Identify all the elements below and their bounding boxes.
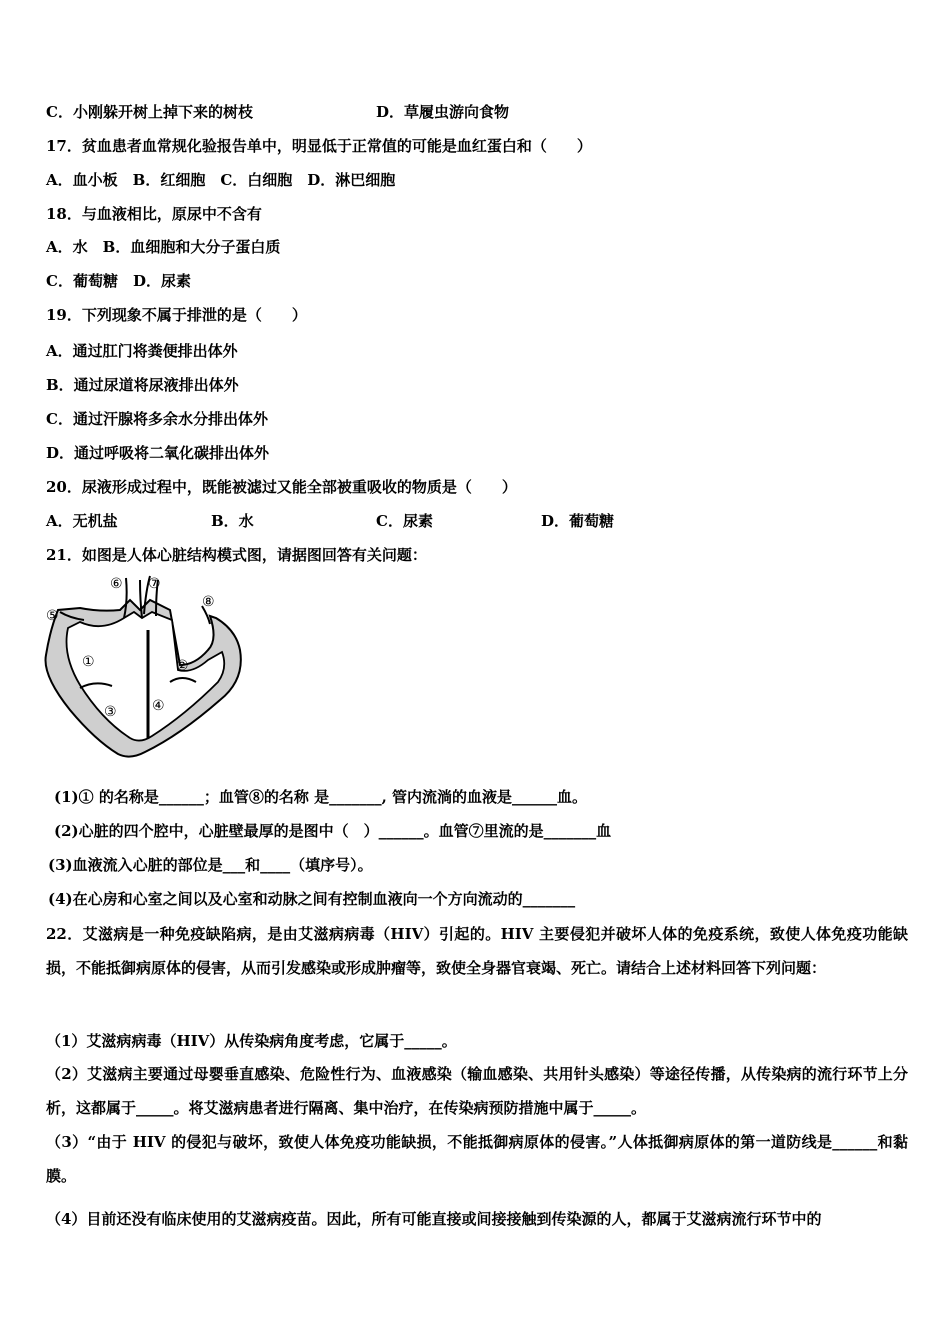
q18-stem: 18．与血液相比，原尿中不含有 <box>46 205 262 223</box>
q21-sub4: (4)在心房和心室之间以及心室和动脉之间有控制血液向一个方向流动的_______ <box>48 890 576 908</box>
q21-sub3: (3)血液流入心脏的部位是___和____（填序号）。 <box>48 856 373 874</box>
q21-sub2: (2)心脏的四个腔中，心脏壁最厚的是图中（ ）______。血管⑦里流的是_______血 <box>54 822 612 840</box>
q22-stem: 22．艾滋病是一种免疫缺陷病，是由艾滋病病毒（HIV）引起的。HIV 主要侵犯并破坏人体的免疫系统，致使人体免疫功能缺损，不能抵御病原体的侵害，从而引发感染或形成肿瘤等，致使全身器官衰竭、死亡。请结合上述材料回答下列问题： <box>46 925 908 977</box>
q19-option-d: D．通过呼吸将二氧化碳排出体外 <box>46 444 270 462</box>
label-7: ⑦ <box>148 576 161 592</box>
q17-options: A．血小板 B．红细胞 C．白细胞 D．淋巴细胞 <box>46 171 396 189</box>
label-3: ③ <box>104 704 117 720</box>
label-1: ① <box>82 654 95 670</box>
q16-option-d: D．草履虫游向食物 <box>376 103 510 121</box>
label-2: ② <box>176 658 189 674</box>
q17-stem: 17．贫血患者血常规化验报告单中，明显低于正常值的可能是血红蛋白和（ ） <box>46 137 592 155</box>
q21-sub1: (1)① 的名称是______；血管⑧的名称 是_______, 管内流淌的血液是______血。 <box>54 788 588 806</box>
q19-option-b: B．通过尿道将尿液排出体外 <box>46 376 239 394</box>
label-6: ⑥ <box>110 576 123 592</box>
q18-options-1: A．水 B．血细胞和大分子蛋白质 <box>46 238 281 256</box>
q20-option-c: C．尿素 <box>376 512 433 530</box>
q21-stem: 21．如图是人体心脏结构模式图，请据图回答有关问题： <box>46 546 427 564</box>
q19-stem: 19．下列现象不属于排泄的是（ ） <box>46 306 307 324</box>
q20-option-d: D．葡萄糖 <box>541 512 615 530</box>
q16-option-c: C．小刚躲开树上掉下来的树枝 <box>46 103 253 121</box>
q22-sub1: （1）艾滋病病毒（HIV）从传染病角度考虑，它属于_____。 <box>46 1032 457 1050</box>
q18-options-2: C．葡萄糖 D．尿素 <box>46 272 191 290</box>
q20-option-a: A．无机盐 <box>46 512 118 530</box>
q20-option-b: B．水 <box>211 512 254 530</box>
q20-stem: 20．尿液形成过程中，既能被滤过又能全部被重吸收的物质是（ ） <box>46 478 517 496</box>
label-5: ⑤ <box>46 608 59 624</box>
q19-option-c: C．通过汗腺将多余水分排出体外 <box>46 410 268 428</box>
label-4: ④ <box>152 698 165 714</box>
heart-structure-diagram <box>40 570 250 760</box>
q19-option-a: A．通过肛门将粪便排出体外 <box>46 342 238 360</box>
q22-sub2: （2）艾滋病主要通过母婴垂直感染、危险性行为、血液感染（输血感染、共用针头感染）等途径传播，从传染病的流行环节上分析，这都属于_____。将艾滋病患者进行隔离、集中治疗，在传染病预防措施中属于_____。 <box>46 1065 908 1117</box>
q22-sub4: （4）目前还没有临床使用的艾滋病疫苗。因此，所有可能直接或间接接触到传染源的人，都属于艾滋病流行环节中的 <box>46 1210 822 1228</box>
q22-sub3: （3）“由于 HIV 的侵犯与破坏，致使人体免疫功能缺损，不能抵御病原体的侵害。”人体抵御病原体的第一道防线是______和黏膜。 <box>46 1133 908 1185</box>
label-8: ⑧ <box>202 594 215 610</box>
